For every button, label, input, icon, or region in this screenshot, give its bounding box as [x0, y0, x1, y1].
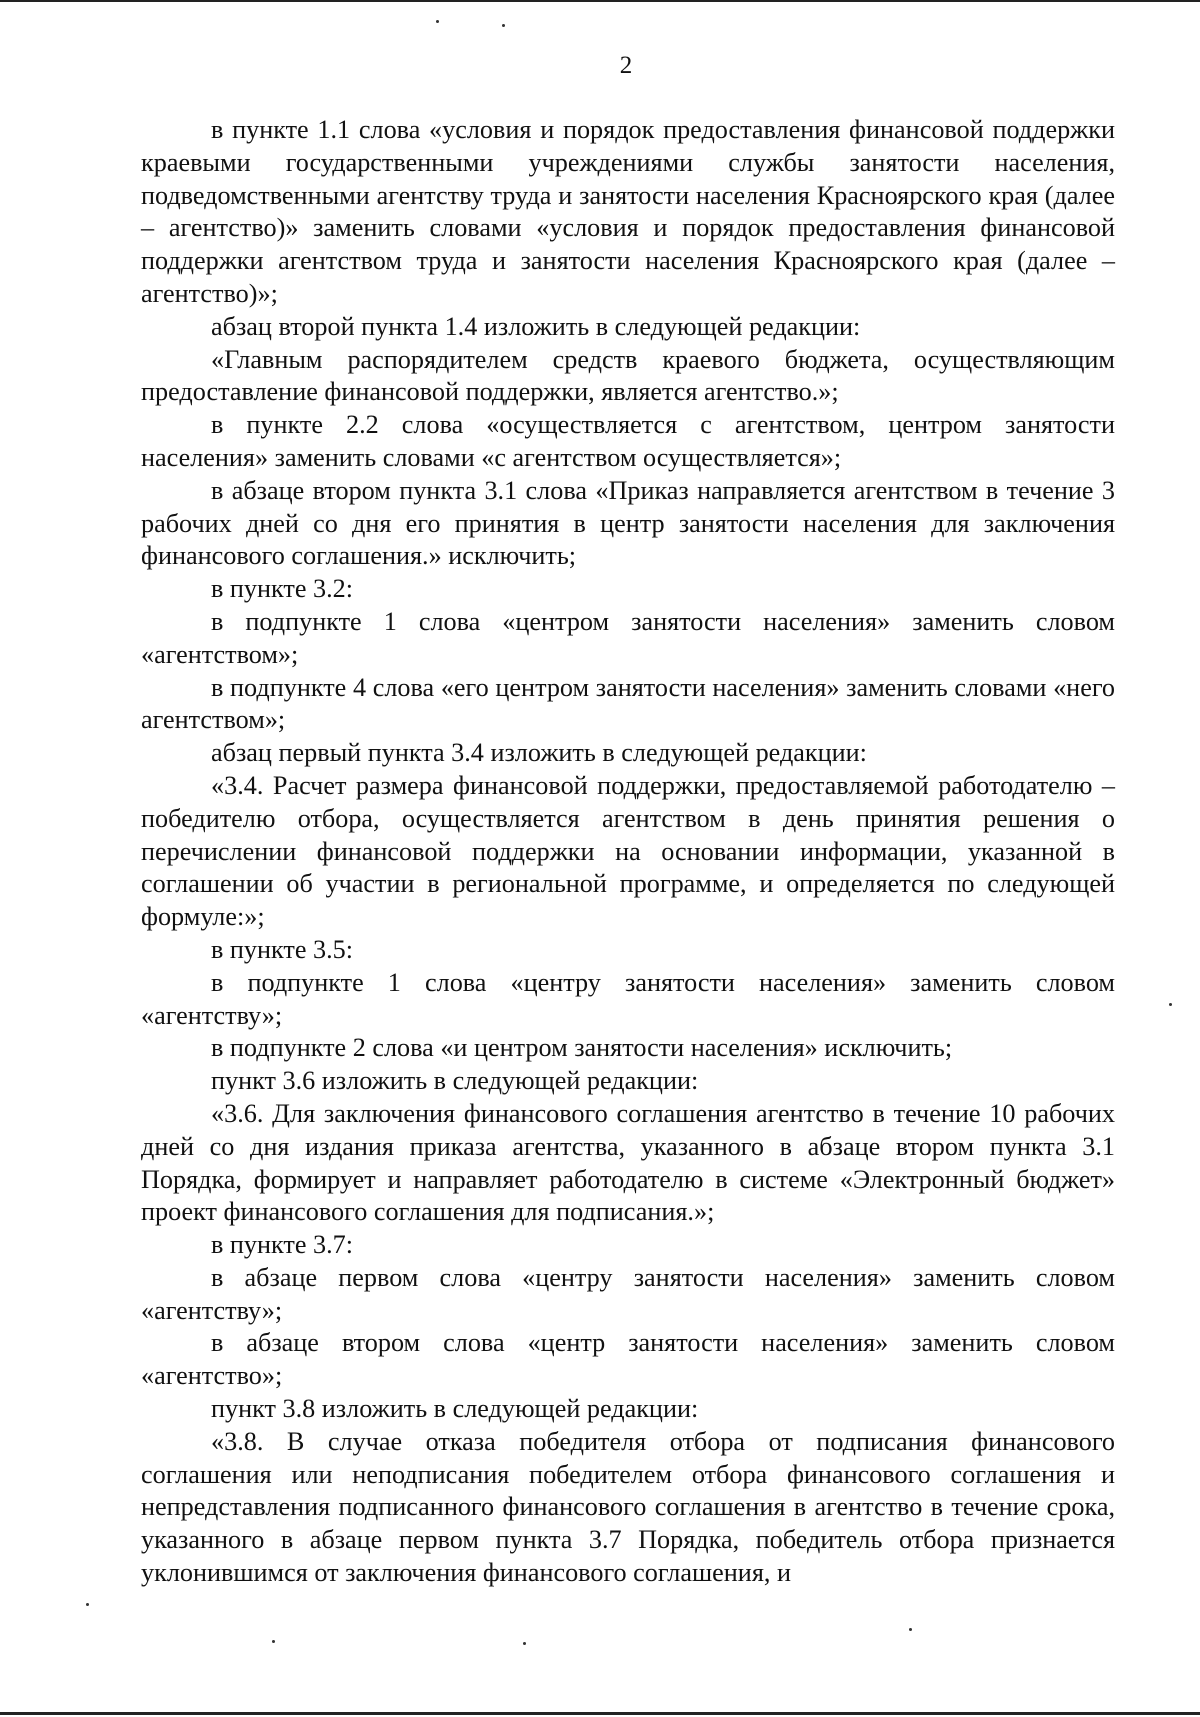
- paragraph: в пункте 3.5:: [211, 934, 354, 964]
- paragraph: в абзаце втором слова «центр занятости населения» заменить словом «агентство»;: [141, 1328, 1115, 1391]
- paragraph: в пункте 3.2:: [211, 574, 354, 604]
- scan-speck: [86, 1603, 89, 1606]
- paragraph: пункт 3.6 изложить в следующей редакции:: [211, 1066, 699, 1096]
- paragraph: в подпункте 1 слова «центром занятости населения» заменить словом «агентством»;: [141, 606, 1115, 669]
- paragraph: в подпункте 1 слова «центру занятости населения» заменить словом «агентству»;: [141, 967, 1115, 1030]
- paragraph: в абзаце первом слова «центру занятости населения» заменить словом «агентству»;: [141, 1262, 1115, 1325]
- paragraph: в пункте 3.7:: [211, 1230, 354, 1260]
- scan-speck: [502, 24, 505, 27]
- paragraph: в подпункте 4 слова «его центром занятости населения» заменить словами «него агентством»;: [141, 672, 1115, 735]
- paragraph: в подпункте 2 слова «и центром занятости населения» исключить;: [211, 1033, 953, 1063]
- paragraph: в пункте 1.1 слова «условия и порядок предоставления финансовой поддержки краевыми государственными учреждениями службы занятости населения, подведомственными агентству труда и занятости населения Красноярского края (далее – агентство)» заменить словами «условия и порядок предоставления финансовой поддержки агентством труда и занятости населения Красноярского края (далее – агентство)»;: [141, 115, 1115, 308]
- paragraph: «3.8. В случае отказа победителя отбора от подписания финансового соглашения или неподписания победителем отбора финансового соглашения и непредставления подписанного финансового соглашения в агентство в течение срока, указанного в абзаце первом пункта 3.7 Порядка, победитель отбора признается уклонившимся от заключения финансового соглашения, и: [141, 1426, 1115, 1588]
- scan-speck: [436, 20, 439, 23]
- scan-speck: [1169, 1003, 1172, 1006]
- paragraph: «Главным распорядителем средств краевого бюджета, осуществляющим предоставление финансовой поддержки, является агентство.»;: [141, 344, 1115, 407]
- scan-speck: [272, 1640, 275, 1643]
- scan-edge-top: [0, 0, 1200, 2]
- page-number: 2: [619, 52, 633, 79]
- paragraph: пункт 3.8 изложить в следующей редакции:: [211, 1394, 699, 1424]
- scan-edge-bottom: [0, 1712, 1200, 1715]
- paragraph: в абзаце втором пункта 3.1 слова «Приказ направляется агентством в течение 3 рабочих дней со дня его принятия в центр занятости населения для заключения финансового соглашения.» исключить;: [141, 475, 1115, 571]
- scan-speck: [909, 1628, 912, 1631]
- paragraph: абзац второй пункта 1.4 изложить в следующей редакции:: [211, 311, 861, 341]
- paragraph: в пункте 2.2 слова «осуществляется с агентством, центром занятости населения» заменить словами «с агентством осуществляется»;: [141, 410, 1115, 472]
- paragraph: абзац первый пункта 3.4 изложить в следующей редакции:: [211, 738, 867, 768]
- paragraph: «3.6. Для заключения финансового соглашения агентство в течение 10 рабочих дней со дня издания приказа агентства, указанного в абзаце втором пункта 3.1 Порядка, формирует и направляет работодателю в системе «Электронный бюджет» проект финансового соглашения для подписания.»;: [141, 1098, 1115, 1227]
- scan-speck: [523, 1642, 526, 1645]
- paragraph: «3.4. Расчет размера финансовой поддержки, предоставляемой работодателю – победителю отбора, осуществляется агентством в день принятия решения о перечислении финансовой поддержки на основании информации, указанной в соглашении об участии в региональной программе, и определяется по следующей формуле:»;: [141, 770, 1115, 932]
- document-body: [141, 114, 1115, 1590]
